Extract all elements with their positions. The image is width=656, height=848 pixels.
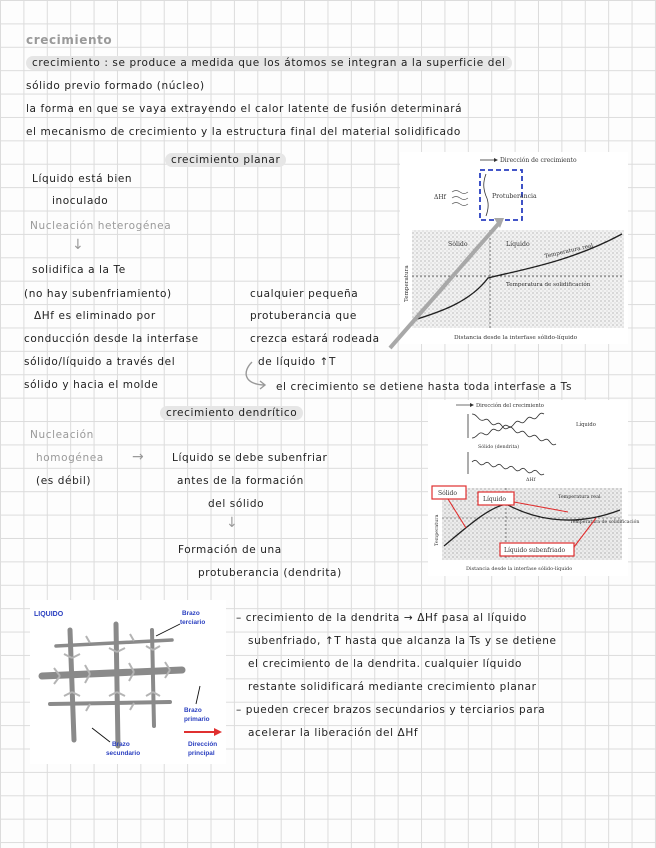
planar-growth-figure — [400, 152, 628, 344]
fig1-real-temp-label: Temperatura real — [544, 242, 594, 260]
bullet-1-line-3: el crecimiento de la dendrita. cualquier líquido — [248, 658, 523, 670]
planar-text-8: sólido y hacia el molde — [24, 379, 159, 391]
planar-text-2: inoculado — [52, 195, 109, 207]
direction-arrow-head — [494, 158, 498, 162]
heat-flow-icon — [452, 191, 468, 206]
protuberance-curve — [484, 174, 489, 216]
fig3-direction-arrow-head — [214, 728, 222, 736]
fig3-primary-label-1: Brazo — [184, 707, 202, 714]
fig1-xlabel: Distancia desde la interfase sólido-líquido — [454, 335, 578, 341]
dendrite-upper-outline — [468, 414, 556, 445]
fig3-tertiary-label-2: terciario — [180, 619, 206, 626]
planar-right-2: protuberancia que — [250, 310, 357, 322]
fig2-direction-arrow-head — [470, 403, 474, 407]
planar-heading — [165, 153, 286, 167]
fig2-ylabel: Temperatura — [435, 514, 440, 546]
fig3-primary-label-2: primario — [184, 716, 210, 723]
planar-right-3: crezca estará rodeada — [250, 333, 380, 345]
fig1-protuberance-label: Protuberancia — [492, 193, 537, 200]
dendritic-growth-diagram — [428, 400, 640, 576]
fig2-liquid-label: Líquido — [576, 422, 596, 428]
fig3-direction-label-2: principal — [188, 750, 215, 757]
fig1-solid-temp-label: Temperatura de solidificación — [506, 282, 591, 288]
fig2-real-temp-label: Temperatura real — [558, 495, 601, 500]
fig2-direction-label: Dirección del crecimiento — [476, 403, 544, 409]
dendritic-text-2: antes de la formación — [177, 475, 304, 487]
dendrite-arms-figure — [30, 600, 226, 764]
dendrite-lower-outline — [468, 452, 544, 475]
fig2-dh-label: ΔHf — [526, 478, 536, 483]
page-title: crecimiento — [26, 33, 113, 47]
planar-right-4: de líquido ↑T — [258, 356, 336, 368]
fig3-primary-pointer — [196, 686, 200, 704]
dendritic-growth-figure — [428, 400, 640, 576]
bullet-1-line-1: – crecimiento de la dendrita → ΔHf pasa al líquido — [236, 612, 527, 624]
planar-nucleation: Nucleación heterogénea — [30, 220, 172, 232]
intro-line-2: sólido previo formado (núcleo) — [26, 80, 205, 92]
bullet-2-line-2: acelerar la liberación del ΔHf — [248, 727, 419, 739]
dendritic-text-4: Formación de una — [178, 544, 282, 556]
dendritic-text-5: protuberancia (dendrita) — [198, 567, 342, 579]
planar-text-6: conducción desde la interfase — [24, 333, 199, 345]
planar-text-4: (no hay subenfriamiento) — [24, 288, 172, 300]
fig1-dh-label: ΔHf — [434, 194, 446, 201]
fig3-secondary-pointer — [92, 728, 110, 742]
fig1-solid-label: Sólido — [448, 241, 468, 248]
fig2-liquid-tag-label: Líquido — [483, 496, 506, 503]
fig2-xlabel: Distancia desde la interfase sólido-líquido — [466, 566, 573, 572]
planar-text-1: Líquido está bien — [32, 173, 133, 185]
dendrite-mid-outline — [472, 413, 544, 438]
planar-text-5: ΔHf es eliminado por — [34, 310, 156, 322]
fig2-solid-tag-label: Sólido — [438, 490, 458, 497]
planar-right-5: el crecimiento se detiene hasta toda interfase a Ts — [276, 381, 573, 393]
planar-down-arrow: ↓ — [72, 237, 84, 253]
bullet-1-line-2: subenfriado, ↑T hasta que alcanza la Ts y se detiene — [248, 635, 557, 647]
bullet-1-line-4: restante solidificará mediante crecimiento planar — [248, 681, 537, 693]
fig2-dendrite-label: Sólido (dendrita) — [478, 445, 520, 450]
dendritic-text-1: Líquido se debe subenfriar — [172, 452, 328, 464]
intro-line-1 — [26, 56, 512, 70]
fig1-liquid-label: Líquido — [506, 241, 530, 248]
dendritic-text-3: del sólido — [208, 498, 265, 510]
dendritic-nucleation-3: (es débil) — [36, 475, 92, 487]
dendritic-nucleation-1: Nucleación — [30, 429, 94, 441]
dendritic-heading-text: crecimiento dendrítico — [160, 406, 303, 420]
fig3-tertiary-pointer — [156, 624, 180, 636]
fig3-direction-label-1: Dirección — [188, 741, 218, 748]
curved-arrow-icon — [240, 358, 280, 392]
fig2-solid-temp-label: Temperatura de solidificación — [570, 520, 640, 525]
planar-growth-diagram — [400, 152, 628, 344]
fig3-tertiary-label-1: Brazo — [182, 610, 200, 617]
dendrite-skeleton — [42, 624, 182, 746]
dendritic-right-arrow: → — [132, 449, 144, 465]
intro-line-3: la forma en que se vaya extrayendo el calor latente de fusión determinará — [26, 103, 463, 115]
dendrite-arms-diagram — [30, 600, 226, 764]
dendritic-down-arrow: ↓ — [226, 515, 238, 531]
intro-line-1-text: crecimiento : se produce a medida que los átomos se integran a la superficie del — [26, 56, 512, 70]
planar-text-3: solidifica a la Te — [32, 264, 126, 276]
fig2-subcooled-label: Líquido subenfriado — [504, 547, 566, 554]
fig3-secondary-label-1: Brazo — [112, 741, 130, 748]
planar-right-1: cualquier pequeña — [250, 288, 359, 300]
dendritic-nucleation-2: homogénea — [36, 452, 104, 464]
intro-line-4: el mecanismo de crecimiento y la estructura final del material solidificado — [26, 126, 461, 138]
fig3-secondary-label-2: secundario — [106, 750, 141, 757]
fig1-ylabel: Temperatura — [404, 265, 410, 302]
bullet-2-line-1: – pueden crecer brazos secundarios y terciarios para — [236, 704, 546, 716]
fig3-liquid-label: LIQUIDO — [34, 611, 64, 618]
planar-text-7: sólido/líquido a través del — [24, 356, 176, 368]
planar-heading-text: crecimiento planar — [165, 153, 286, 167]
fig1-direction-label: Dirección de crecimiento — [500, 157, 577, 164]
dendritic-heading — [160, 406, 303, 420]
